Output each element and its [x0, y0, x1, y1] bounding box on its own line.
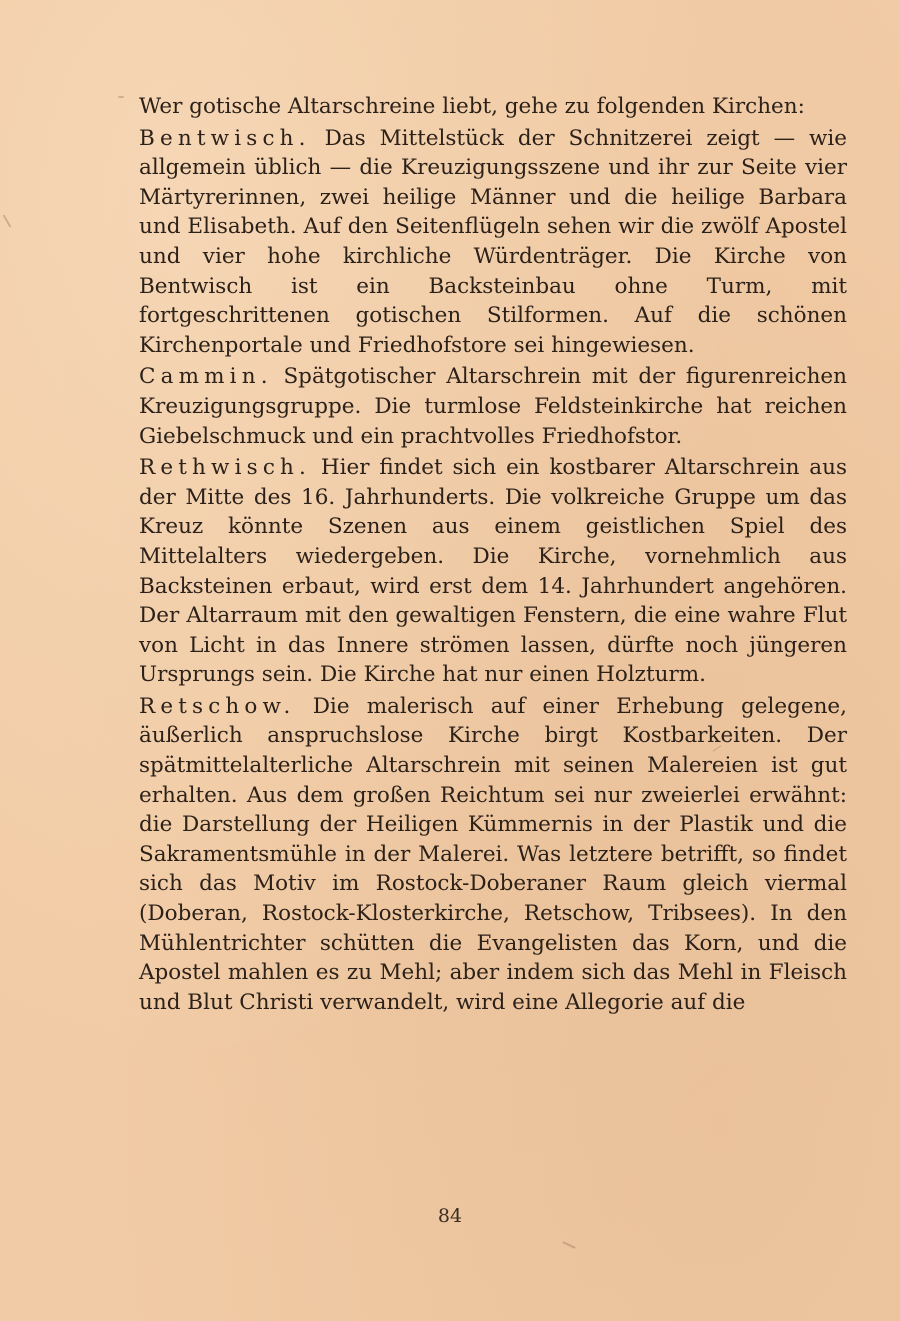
paragraph-rethwisch — [139, 453, 847, 690]
place-name-cammin: Cammin. — [139, 364, 273, 390]
paragraph-retschow — [139, 692, 847, 1018]
body-text — [139, 92, 847, 1019]
page-number: 84 — [437, 1205, 463, 1227]
intro-text: Wer gotische Altarschreine liebt, gehe zu folgenden Kirchen: — [139, 94, 805, 119]
place-name-rethwisch: Rethwisch. — [139, 455, 312, 481]
paragraph-text-rethwisch: Hier findet sich ein kostbarer Altarschrein aus der Mitte des 16. Jahrhunderts. Die volkreiche Gruppe um das Kreuz könnte Szenen aus einem geistlichen Spiel des Mittelalters wiedergeben. Die Kirche, vornehmlich aus Backsteinen erbaut, wird erst dem 14. Jahrhundert angehören. Der Altarraum mit den gewaltigen Fenstern, die eine wahre Flut von Licht in das Innere strömen lassen, dürfte noch jüngeren Ursprungs sein. Die Kirche hat nur einen Holzturm. — [139, 455, 847, 688]
paragraph-text-retschow: Die malerisch auf einer Erhebung gelegene, äußerlich anspruchslose Kirche birgt Kostbarkeiten. Der spätmittelalterliche Altarschrein mit seinen Malereien ist gut erhalten. Aus dem großen Reichtum sei nur zweierlei erwähnt: die Darstellung der Heiligen Kümmernis in der Plastik und die Sakramentsmühle in der Malerei. Was letztere betrifft, so findet sich das Motiv im Rostock-Doberaner Raum gleich viermal (Doberan, Rostock-Klosterkirche, Retschow, Tribsees). In den Mühlentrichter schütten die Evangelisten das Korn, und die Apostel mahlen es zu Mehl; aber indem sich das Mehl in Fleisch und Blut Christi verwandelt, wird eine Allegorie auf die — [139, 693, 847, 1015]
place-name-retschow: Retschow. — [139, 693, 296, 719]
paper-speck — [562, 1241, 576, 1249]
paper-speck — [435, 137, 438, 140]
paper-speck — [118, 96, 124, 98]
paragraph-bentwisch — [139, 124, 847, 361]
paragraph-text-cammin: Spätgotischer Altarschrein mit der figurenreichen Kreuzigungsgruppe. Die turmlose Feldsteinkirche hat reichen Giebelschmuck und ein prachtvolles Friedhofstor. — [139, 364, 847, 449]
paragraph-cammin — [139, 362, 847, 451]
paper-speck — [3, 214, 12, 227]
paragraph-text-bentwisch: Das Mittelstück der Schnitzerei zeigt — wie allgemein üblich — die Kreuzigungsszene und ihr zur Seite vier Märtyrerinnen, zwei heilige Männer und die heilige Barbara und Elisabeth. Auf den Seitenflügeln sehen wir die zwölf Apostel und vier hohe kirchliche Würdenträger. Die Kirche von Bentwisch ist ein Backsteinbau ohne Turm, mit fortgeschrittenen gotischen Stilformen. Auf die schönen Kirchenportale und Friedhofstore sei hingewiesen. — [139, 125, 847, 358]
place-name-bentwisch: Bentwisch. — [139, 125, 311, 151]
intro-paragraph — [139, 92, 847, 122]
